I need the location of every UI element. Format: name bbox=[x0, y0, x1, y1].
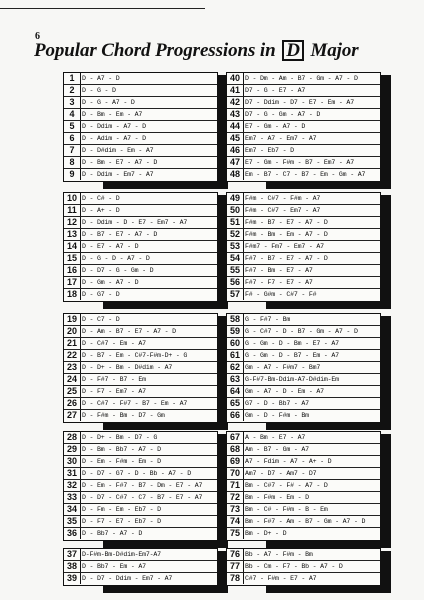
chord-progression: D - Adim - A7 - D bbox=[82, 135, 146, 142]
progression-number: 13 bbox=[64, 229, 81, 240]
progression-number: 20 bbox=[64, 326, 81, 337]
progression-number: 7 bbox=[64, 145, 81, 156]
chord-progression: D7 - Ddim - D7 - E7 - Em - A7 bbox=[245, 99, 354, 106]
table-row bbox=[64, 289, 217, 301]
title-suffix: Major bbox=[310, 40, 359, 61]
chord-progression: D - Bb7 - Em - A7 bbox=[82, 563, 146, 570]
progression-number: 56 bbox=[227, 277, 244, 288]
table-row bbox=[64, 468, 217, 480]
progression-number: 3 bbox=[64, 97, 81, 108]
table-row bbox=[64, 133, 217, 145]
chord-progression: D - Bm - Bb7 - A7 - D bbox=[82, 446, 161, 453]
chord-progression: D - C# - D bbox=[82, 195, 120, 202]
progression-number: 49 bbox=[227, 193, 244, 204]
table-row bbox=[64, 432, 217, 444]
chord-progression: F#m - B7 - E7 - A7 - D bbox=[245, 219, 328, 226]
table-row bbox=[64, 97, 217, 109]
table-row bbox=[227, 169, 380, 181]
chord-progression: E7 - Gm - A7 - D bbox=[245, 123, 306, 130]
progression-number: 17 bbox=[64, 277, 81, 288]
progression-number: 28 bbox=[64, 432, 81, 443]
chord-progression: D - Em - F#m - Em - D bbox=[82, 458, 161, 465]
chord-progression: Bm - F#7 - Am - B7 - Gm - A7 - D bbox=[245, 518, 366, 525]
progression-number: 62 bbox=[227, 362, 244, 373]
progression-number: 10 bbox=[64, 193, 81, 204]
chord-progression: D7 - G - E7 - A7 bbox=[245, 87, 306, 94]
chord-progression: D - F#7 - B7 - Em bbox=[82, 376, 146, 383]
table-row bbox=[227, 468, 380, 480]
chord-progression: D - G - D bbox=[82, 87, 116, 94]
progression-number: 24 bbox=[64, 374, 81, 385]
table-row bbox=[227, 573, 380, 585]
table-row bbox=[227, 480, 380, 492]
progression-number: 14 bbox=[64, 241, 81, 252]
table-row bbox=[227, 456, 380, 468]
table-row bbox=[227, 217, 380, 229]
chord-progression: D - Ddim - Em7 - A7 bbox=[82, 171, 154, 178]
chord-progression: Am - B7 - Gm - A7 bbox=[245, 446, 309, 453]
chord-progression: D - A7 - D bbox=[82, 75, 120, 82]
table-row bbox=[64, 157, 217, 169]
table-row bbox=[227, 444, 380, 456]
progression-number: 8 bbox=[64, 157, 81, 168]
chord-progression: D - Gm - A7 - D bbox=[82, 279, 139, 286]
chord-progression: D - Ddim - A7 - D bbox=[82, 123, 146, 130]
table-row bbox=[227, 241, 380, 253]
chord-progression: D - Am - B7 - E7 - A7 - D bbox=[82, 328, 176, 335]
progression-number: 41 bbox=[227, 85, 244, 96]
progression-number: 78 bbox=[227, 573, 244, 584]
progression-number: 51 bbox=[227, 217, 244, 228]
progression-panel bbox=[226, 192, 381, 302]
progression-number: 63 bbox=[227, 374, 244, 385]
chord-progression: F# - G#m - C#7 - F# bbox=[245, 291, 317, 298]
progression-number: 32 bbox=[64, 480, 81, 491]
chord-progression: Am7 - D7 - Am7 - D7 bbox=[245, 470, 317, 477]
table-row bbox=[64, 504, 217, 516]
chord-progression: D - Dm - Am - B7 - Gm - A7 - D bbox=[245, 75, 358, 82]
progression-panel bbox=[63, 192, 218, 302]
chord-progression: F#m - C#7 - F#m - A7 bbox=[245, 195, 321, 202]
progression-number: 36 bbox=[64, 528, 81, 539]
chord-progression: D - F7 - E7 - Eb7 - D bbox=[82, 518, 161, 525]
table-row bbox=[64, 253, 217, 265]
table-row bbox=[64, 314, 217, 326]
progression-number: 76 bbox=[227, 549, 244, 560]
progression-number: 65 bbox=[227, 398, 244, 409]
chord-progression: C#7 - F#m - E7 - A7 bbox=[245, 575, 317, 582]
chord-progression: D - D7 - G7 - D - Bb - A7 - D bbox=[82, 470, 191, 477]
progression-panel bbox=[63, 72, 218, 182]
table-row bbox=[227, 314, 380, 326]
chord-progression: D - Ddim - D - E7 - Em7 - A7 bbox=[82, 219, 188, 226]
progression-number: 73 bbox=[227, 504, 244, 515]
chord-progression: D - D7 - Ddim - Em7 - A7 bbox=[82, 575, 173, 582]
progression-number: 70 bbox=[227, 468, 244, 479]
progression-number: 53 bbox=[227, 241, 244, 252]
table-row bbox=[64, 326, 217, 338]
progression-number: 15 bbox=[64, 253, 81, 264]
progression-panel bbox=[63, 313, 218, 423]
chord-progression: F#m7 - Fm7 - Em7 - A7 bbox=[245, 243, 324, 250]
chord-progression: F#7 - Bm - E7 - A7 bbox=[245, 267, 313, 274]
chord-progression: Gm - D - F#m - Bm bbox=[245, 412, 309, 419]
table-row bbox=[227, 561, 380, 573]
table-row bbox=[64, 145, 217, 157]
progression-number: 34 bbox=[64, 504, 81, 515]
table-row bbox=[227, 516, 380, 528]
table-row bbox=[64, 241, 217, 253]
table-row bbox=[227, 121, 380, 133]
table-row bbox=[227, 157, 380, 169]
table-row bbox=[64, 480, 217, 492]
progression-number: 26 bbox=[64, 398, 81, 409]
progression-number: 30 bbox=[64, 456, 81, 467]
chord-progression: D - Fm - Em - Eb7 - D bbox=[82, 506, 161, 513]
chord-progression: Bm - F#m - Em - D bbox=[245, 494, 309, 501]
progression-number: 42 bbox=[227, 97, 244, 108]
chord-progression: D - D7 - C#7 - C7 - B7 - E7 - A7 bbox=[82, 494, 203, 501]
chord-progression: D - B7 - E7 - A7 - D bbox=[82, 231, 158, 238]
chord-progression: D - Em - F#7 - B7 - Dm - E7 - A7 bbox=[82, 482, 203, 489]
chord-progression: D - F#m - Bm - D7 - Gm bbox=[82, 412, 165, 419]
progression-number: 46 bbox=[227, 145, 244, 156]
table-row bbox=[64, 456, 217, 468]
table-row bbox=[64, 444, 217, 456]
table-row bbox=[227, 386, 380, 398]
chord-progression: G - F#7 - Bm bbox=[245, 316, 291, 323]
table-row bbox=[227, 229, 380, 241]
progression-number: 9 bbox=[64, 169, 81, 180]
chord-progression: D - D7 - G - Gm - D bbox=[82, 267, 154, 274]
table-row bbox=[64, 350, 217, 362]
chord-progression: D - C#7 - Em - A7 bbox=[82, 340, 146, 347]
progression-number: 33 bbox=[64, 492, 81, 503]
chord-progression: D - G - A7 - D bbox=[82, 99, 135, 106]
progression-number: 25 bbox=[64, 386, 81, 397]
table-row bbox=[64, 528, 217, 540]
chord-progression: Em7 - A7 - Em7 - A7 bbox=[245, 135, 317, 142]
progression-number: 6 bbox=[64, 133, 81, 144]
table-row bbox=[64, 229, 217, 241]
progression-number: 71 bbox=[227, 480, 244, 491]
table-row bbox=[227, 265, 380, 277]
table-row bbox=[64, 410, 217, 422]
progression-number: 57 bbox=[227, 289, 244, 300]
table-row bbox=[227, 253, 380, 265]
table-row bbox=[64, 386, 217, 398]
progression-number: 29 bbox=[64, 444, 81, 455]
chord-progression: F#m - Bm - Em - A7 - D bbox=[245, 231, 328, 238]
progression-number: 22 bbox=[64, 350, 81, 361]
table-row bbox=[227, 73, 380, 85]
progression-panel bbox=[226, 431, 381, 541]
chord-progression: D - B7 - Em - C#7-F#m-D+ - G bbox=[82, 352, 188, 359]
table-row bbox=[64, 193, 217, 205]
progression-number: 69 bbox=[227, 456, 244, 467]
progression-number: 19 bbox=[64, 314, 81, 325]
title-prefix: Popular Chord Progressions in bbox=[34, 40, 276, 61]
chord-progression: Em7 - Eb7 - D bbox=[245, 147, 294, 154]
chord-progression: G7 - D - Bb7 - A7 bbox=[245, 400, 309, 407]
chord-progression: D - D#dim - Em - A7 bbox=[82, 147, 154, 154]
chord-progression: D - C7 - D bbox=[82, 316, 120, 323]
table-row bbox=[64, 277, 217, 289]
chord-progression: D - F7 - Em7 - A7 bbox=[82, 388, 146, 395]
chord-progression: Bm - C# - F#m - B - Em bbox=[245, 506, 328, 513]
progression-number: 39 bbox=[64, 573, 81, 584]
progression-panel bbox=[226, 313, 381, 423]
chord-progression: Bm - D+ - D bbox=[245, 530, 287, 537]
table-row bbox=[227, 362, 380, 374]
progression-number: 5 bbox=[64, 121, 81, 132]
chord-progression: F#m - C#7 - Em7 - A7 bbox=[245, 207, 321, 214]
chord-progression: Bm - C#7 - F# - A7 - D bbox=[245, 482, 328, 489]
table-row bbox=[227, 289, 380, 301]
table-row bbox=[64, 169, 217, 181]
chord-progression: D - D+ - Bm - D#dim - A7 bbox=[82, 364, 173, 371]
progression-number: 27 bbox=[64, 410, 81, 421]
chord-progression: D - Bb7 - A7 - D bbox=[82, 530, 143, 537]
progression-number: 77 bbox=[227, 561, 244, 572]
chord-progression: D - G - D - A7 - D bbox=[82, 255, 150, 262]
top-rule bbox=[0, 8, 205, 9]
table-row bbox=[64, 121, 217, 133]
chord-progression: A7 - Fdim - A7 - A+ - D bbox=[245, 458, 332, 465]
table-row bbox=[227, 549, 380, 561]
progression-number: 66 bbox=[227, 410, 244, 421]
table-row bbox=[64, 549, 217, 561]
chord-progression: D - D+ - Bm - D7 - G bbox=[82, 434, 158, 441]
progression-number: 61 bbox=[227, 350, 244, 361]
table-row bbox=[64, 362, 217, 374]
chord-progression: G - Gm - D - B7 - Em - A7 bbox=[245, 352, 339, 359]
chord-progression: A - Bm - E7 - A7 bbox=[245, 434, 306, 441]
table-row bbox=[227, 432, 380, 444]
table-row bbox=[227, 85, 380, 97]
chord-progression: Gm - A7 - F#m7 - Bm7 bbox=[245, 364, 321, 371]
progression-number: 67 bbox=[227, 432, 244, 443]
table-row bbox=[227, 398, 380, 410]
table-row bbox=[64, 374, 217, 386]
table-row bbox=[64, 73, 217, 85]
progression-number: 64 bbox=[227, 386, 244, 397]
progression-number: 45 bbox=[227, 133, 244, 144]
progression-panel bbox=[63, 431, 218, 541]
progression-panel bbox=[226, 72, 381, 182]
table-row bbox=[227, 277, 380, 289]
chord-progression: D - G7 - D bbox=[82, 291, 120, 298]
progression-number: 2 bbox=[64, 85, 81, 96]
progression-number: 4 bbox=[64, 109, 81, 120]
table-row bbox=[64, 109, 217, 121]
chord-progression: G - Gm - D - Bm - E7 - A7 bbox=[245, 340, 339, 347]
progression-number: 74 bbox=[227, 516, 244, 527]
chord-progression: Gm - A7 - D - Em - A7 bbox=[245, 388, 324, 395]
table-row bbox=[64, 85, 217, 97]
progression-number: 48 bbox=[227, 169, 244, 180]
table-row bbox=[64, 492, 217, 504]
page-number: 6 bbox=[35, 31, 40, 42]
progression-number: 23 bbox=[64, 362, 81, 373]
table-row bbox=[227, 374, 380, 386]
progression-number: 38 bbox=[64, 561, 81, 572]
progression-number: 1 bbox=[64, 73, 81, 84]
chord-progression: Em - B7 - C7 - B7 - Em - Gm - A7 bbox=[245, 171, 366, 178]
progression-number: 50 bbox=[227, 205, 244, 216]
table-row bbox=[227, 410, 380, 422]
progression-number: 60 bbox=[227, 338, 244, 349]
progression-number: 21 bbox=[64, 338, 81, 349]
progression-number: 72 bbox=[227, 492, 244, 503]
progression-number: 59 bbox=[227, 326, 244, 337]
progression-panel bbox=[63, 548, 218, 586]
table-row bbox=[64, 516, 217, 528]
table-row bbox=[64, 205, 217, 217]
table-row bbox=[227, 133, 380, 145]
progression-number: 40 bbox=[227, 73, 244, 84]
table-row bbox=[227, 97, 380, 109]
chord-progression: D - A+ - D bbox=[82, 207, 120, 214]
table-row bbox=[227, 504, 380, 516]
chord-progression: D-F#m-Bm-D#dim-Em7-A7 bbox=[82, 551, 161, 558]
chord-progression: E7 - Gm - F#m - B7 - Em7 - A7 bbox=[245, 159, 354, 166]
chord-progression: D - C#7 - F#7 - B7 - Em - A7 bbox=[82, 400, 188, 407]
page-title bbox=[34, 40, 424, 62]
progression-number: 18 bbox=[64, 289, 81, 300]
chord-progression: F#7 - F7 - E7 - A7 bbox=[245, 279, 313, 286]
table-row bbox=[64, 217, 217, 229]
table-row bbox=[227, 205, 380, 217]
progression-number: 52 bbox=[227, 229, 244, 240]
key-box: D bbox=[282, 40, 304, 61]
progression-number: 12 bbox=[64, 217, 81, 228]
chord-progression: D - Bm - Em - A7 bbox=[82, 111, 143, 118]
progression-number: 47 bbox=[227, 157, 244, 168]
progression-number: 44 bbox=[227, 121, 244, 132]
progression-number: 31 bbox=[64, 468, 81, 479]
progression-number: 16 bbox=[64, 265, 81, 276]
chord-progression: D7 - G - Gm - A7 - D bbox=[245, 111, 321, 118]
chord-progression: Bb - A7 - F#m - Bm bbox=[245, 551, 313, 558]
progression-number: 35 bbox=[64, 516, 81, 527]
table-row bbox=[64, 265, 217, 277]
progression-number: 37 bbox=[64, 549, 81, 560]
progression-number: 11 bbox=[64, 205, 81, 216]
table-row bbox=[64, 398, 217, 410]
table-row bbox=[227, 109, 380, 121]
chord-progression: F#7 - B7 - E7 - A7 - D bbox=[245, 255, 328, 262]
progression-number: 58 bbox=[227, 314, 244, 325]
table-row bbox=[227, 350, 380, 362]
chord-progression: D - E7 - A7 - D bbox=[82, 243, 139, 250]
table-row bbox=[227, 326, 380, 338]
table-row bbox=[227, 338, 380, 350]
table-row bbox=[64, 338, 217, 350]
table-row bbox=[64, 573, 217, 585]
table-row bbox=[227, 193, 380, 205]
progression-number: 54 bbox=[227, 253, 244, 264]
progression-number: 43 bbox=[227, 109, 244, 120]
chord-progression: G - C#7 - D - B7 - Gm - A7 - D bbox=[245, 328, 358, 335]
chord-progression: G-F#7-Bm-Ddim-A7-D#dim-Em bbox=[245, 376, 339, 383]
table-row bbox=[227, 528, 380, 540]
chord-progression: Bb - Cm - F7 - Bb - A7 - D bbox=[245, 563, 343, 570]
progression-number: 75 bbox=[227, 528, 244, 539]
progression-panel bbox=[226, 548, 381, 586]
table-row bbox=[227, 492, 380, 504]
table-row bbox=[227, 145, 380, 157]
chord-progression: D - Bm - E7 - A7 - D bbox=[82, 159, 158, 166]
progression-number: 68 bbox=[227, 444, 244, 455]
table-row bbox=[64, 561, 217, 573]
progression-number: 55 bbox=[227, 265, 244, 276]
